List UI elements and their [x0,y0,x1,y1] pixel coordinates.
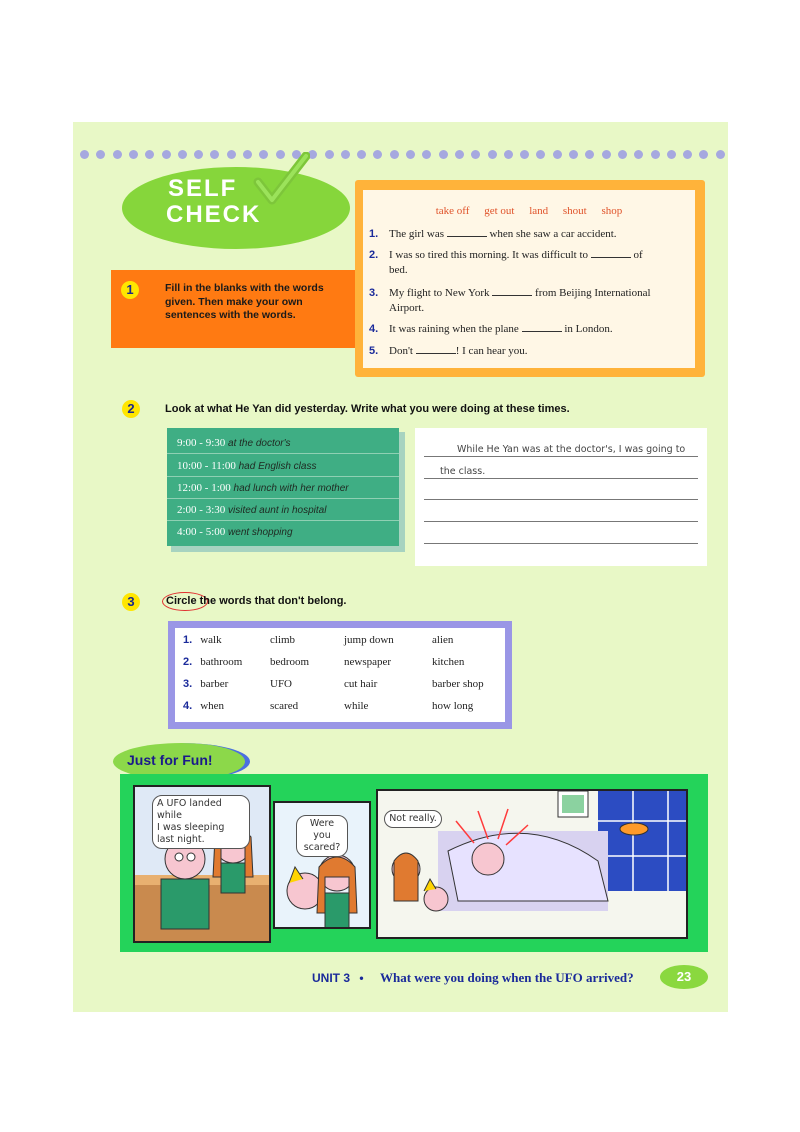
bubble-text: last night. [157,834,205,845]
word-cell[interactable] [432,634,453,646]
unit-label [312,971,364,985]
exercise-item-3 [369,286,689,316]
divider-dot [243,150,252,159]
divider-dot [439,150,448,159]
word-cell[interactable] [344,678,377,690]
word-cell[interactable] [432,700,473,712]
divider-dot [585,150,594,159]
timetable-row [167,455,399,477]
divider-dot [96,150,105,159]
word: get out [484,205,515,217]
word-cell[interactable] [183,700,224,712]
time: 12:00 - 1:00 [177,482,231,494]
divider-dot [488,150,497,159]
word-text: cut hair [344,678,378,690]
exercise-item-1 [369,227,689,242]
word-cell[interactable] [270,700,298,712]
divider-dot [80,150,89,159]
item-number: 2. [369,249,379,261]
writing-line [424,521,698,522]
activity: visited aunt in hospital [228,505,327,516]
time: 9:00 - 9:30 [177,437,226,449]
word-cell[interactable] [270,634,295,646]
word-cell[interactable] [270,678,292,690]
divider-dot [373,150,382,159]
just-for-fun-title: Just for Fun! [127,752,213,768]
word-text: newspaper [344,656,392,668]
item-number: 1. [369,228,379,240]
word: land [529,205,549,217]
bubble-text: I was sleeping [157,822,225,833]
speech-bubble-3 [384,810,442,828]
divider-dot [455,150,464,159]
item-text: It was raining when the plane [389,323,519,335]
row-number: 4. [183,700,193,712]
item-text: from Beijing International [535,287,651,299]
divider-dot [357,150,366,159]
word-text: barber [200,678,229,690]
divider-dot [536,150,545,159]
divider-dot [569,150,578,159]
divider-dot [520,150,529,159]
word-text: kitchen [432,656,465,668]
word-text: UFO [270,678,293,690]
section-2-number: 2 [122,400,140,418]
divider-dot [178,150,187,159]
word-text: walk [200,634,222,646]
section-3-number: 3 [122,593,140,611]
section-1-number: 1 [121,281,139,299]
exercise-item-4 [369,322,689,337]
divider-dot [716,150,725,159]
section-3-instruction [166,595,346,607]
divider-dot [634,150,643,159]
unit-number: UNIT 3 [312,971,351,985]
example-line-2: the class. [440,466,486,477]
timetable-row [167,477,399,499]
item-text: ! I can hear you. [455,345,528,357]
divider-dot [210,150,219,159]
word-text: jump down [344,634,394,646]
writing-line [424,543,698,544]
word-text: how long [432,700,474,712]
time: 10:00 - 11:00 [177,460,236,472]
speech-bubble-1 [152,795,250,849]
word-text: scared [270,700,299,712]
activity: went shopping [228,527,293,538]
divider-dot [194,150,203,159]
divider-dot [341,150,350,159]
divider-dot [699,150,708,159]
item-number: 5. [369,345,379,357]
answer-blank[interactable] [416,344,456,354]
bubble-text: Not really. [389,813,437,824]
item-text: in London. [564,323,613,335]
word-text: when [200,700,225,712]
row-number: 3. [183,678,193,690]
word-text: climb [270,634,296,646]
item-text: of [633,249,643,261]
divider-dot [162,150,171,159]
activity: at the doctor's [228,438,291,449]
word: shop [601,205,623,217]
timetable-row [167,521,399,543]
exercise-item-2 [369,248,689,278]
word-cell[interactable] [183,634,222,646]
divider-dot [113,150,122,159]
word-cell[interactable] [432,656,464,668]
page-number: 23 [660,965,708,989]
divider-dot [145,150,154,159]
bubble-text: scared? [303,842,341,853]
logo-line-2: CHECK [166,201,262,228]
word-text: barber shop [432,678,484,690]
activity: had English class [238,461,317,472]
answer-blank[interactable] [492,286,532,296]
bubble-text: A UFO landed while [157,798,222,821]
activity: had lunch with her mother [233,483,349,494]
row-number: 1. [183,634,193,646]
self-check-title [166,176,261,228]
divider-dot [325,150,334,159]
divider-dot [406,150,415,159]
unit-title: What were you doing when the UFO arrived? [380,970,634,985]
instruction-rest: the words that don't belong. [199,595,347,607]
answer-blank[interactable] [447,227,487,237]
word: take off [435,205,470,217]
word-cell[interactable] [183,656,242,668]
item-text-continued: Airport. [389,302,425,314]
item-text: My flight to New York [389,287,490,299]
bullet: • [359,971,364,985]
divider-dot [618,150,627,159]
divider-dot [390,150,399,159]
word-cell[interactable] [432,678,484,690]
time: 2:00 - 3:30 [177,504,226,516]
divider-dot [683,150,692,159]
speech-bubble-2 [296,815,348,857]
logo-line-1: SELF [168,175,238,202]
item-number: 4. [369,323,379,335]
divider-dot [651,150,660,159]
circle-word: Circle [166,595,197,607]
word-cell[interactable] [183,678,228,690]
item-text: Don't [389,345,413,357]
section-2-instruction: Look at what He Yan did yesterday. Write what you were doing at these times. [165,403,570,415]
word-cell[interactable] [344,656,391,668]
word-text: alien [432,634,454,646]
exercise-item-5 [369,344,689,359]
answer-blank[interactable] [522,322,562,332]
dot-divider [80,150,730,162]
writing-line [424,499,698,500]
word-cell[interactable] [344,700,368,712]
answer-blank[interactable] [591,248,631,258]
divider-dot [667,150,676,159]
divider-dot [227,150,236,159]
section-1-instruction: Fill in the blanks with the words given. Then make your own sentences with the words. [165,282,324,321]
bubble-text: Were you [309,818,335,841]
word-text: while [344,700,369,712]
divider-dot [471,150,480,159]
example-line-1: While He Yan was at the doctor's, I was going to [457,444,686,455]
word-cell[interactable] [270,656,309,668]
divider-dot [504,150,513,159]
divider-dot [422,150,431,159]
time: 4:00 - 5:00 [177,526,226,538]
checkmark-icon [252,152,310,210]
divider-dot [602,150,611,159]
word-list [363,205,695,217]
item-text: The girl was [389,228,444,240]
word: shout [562,205,587,217]
word-cell[interactable] [344,634,394,646]
row-number: 2. [183,656,193,668]
item-number: 3. [369,287,379,299]
word-text: bedroom [270,656,310,668]
divider-dot [129,150,138,159]
word-text: bathroom [200,656,243,668]
item-text: when she saw a car accident. [489,228,617,240]
writing-line [424,456,698,457]
item-text: I was so tired this morning. It was difficult to [389,249,588,261]
divider-dot [553,150,562,159]
timetable-row [167,499,399,521]
item-text-continued: bed. [389,264,408,276]
timetable-row [167,432,399,454]
writing-line [424,478,698,479]
